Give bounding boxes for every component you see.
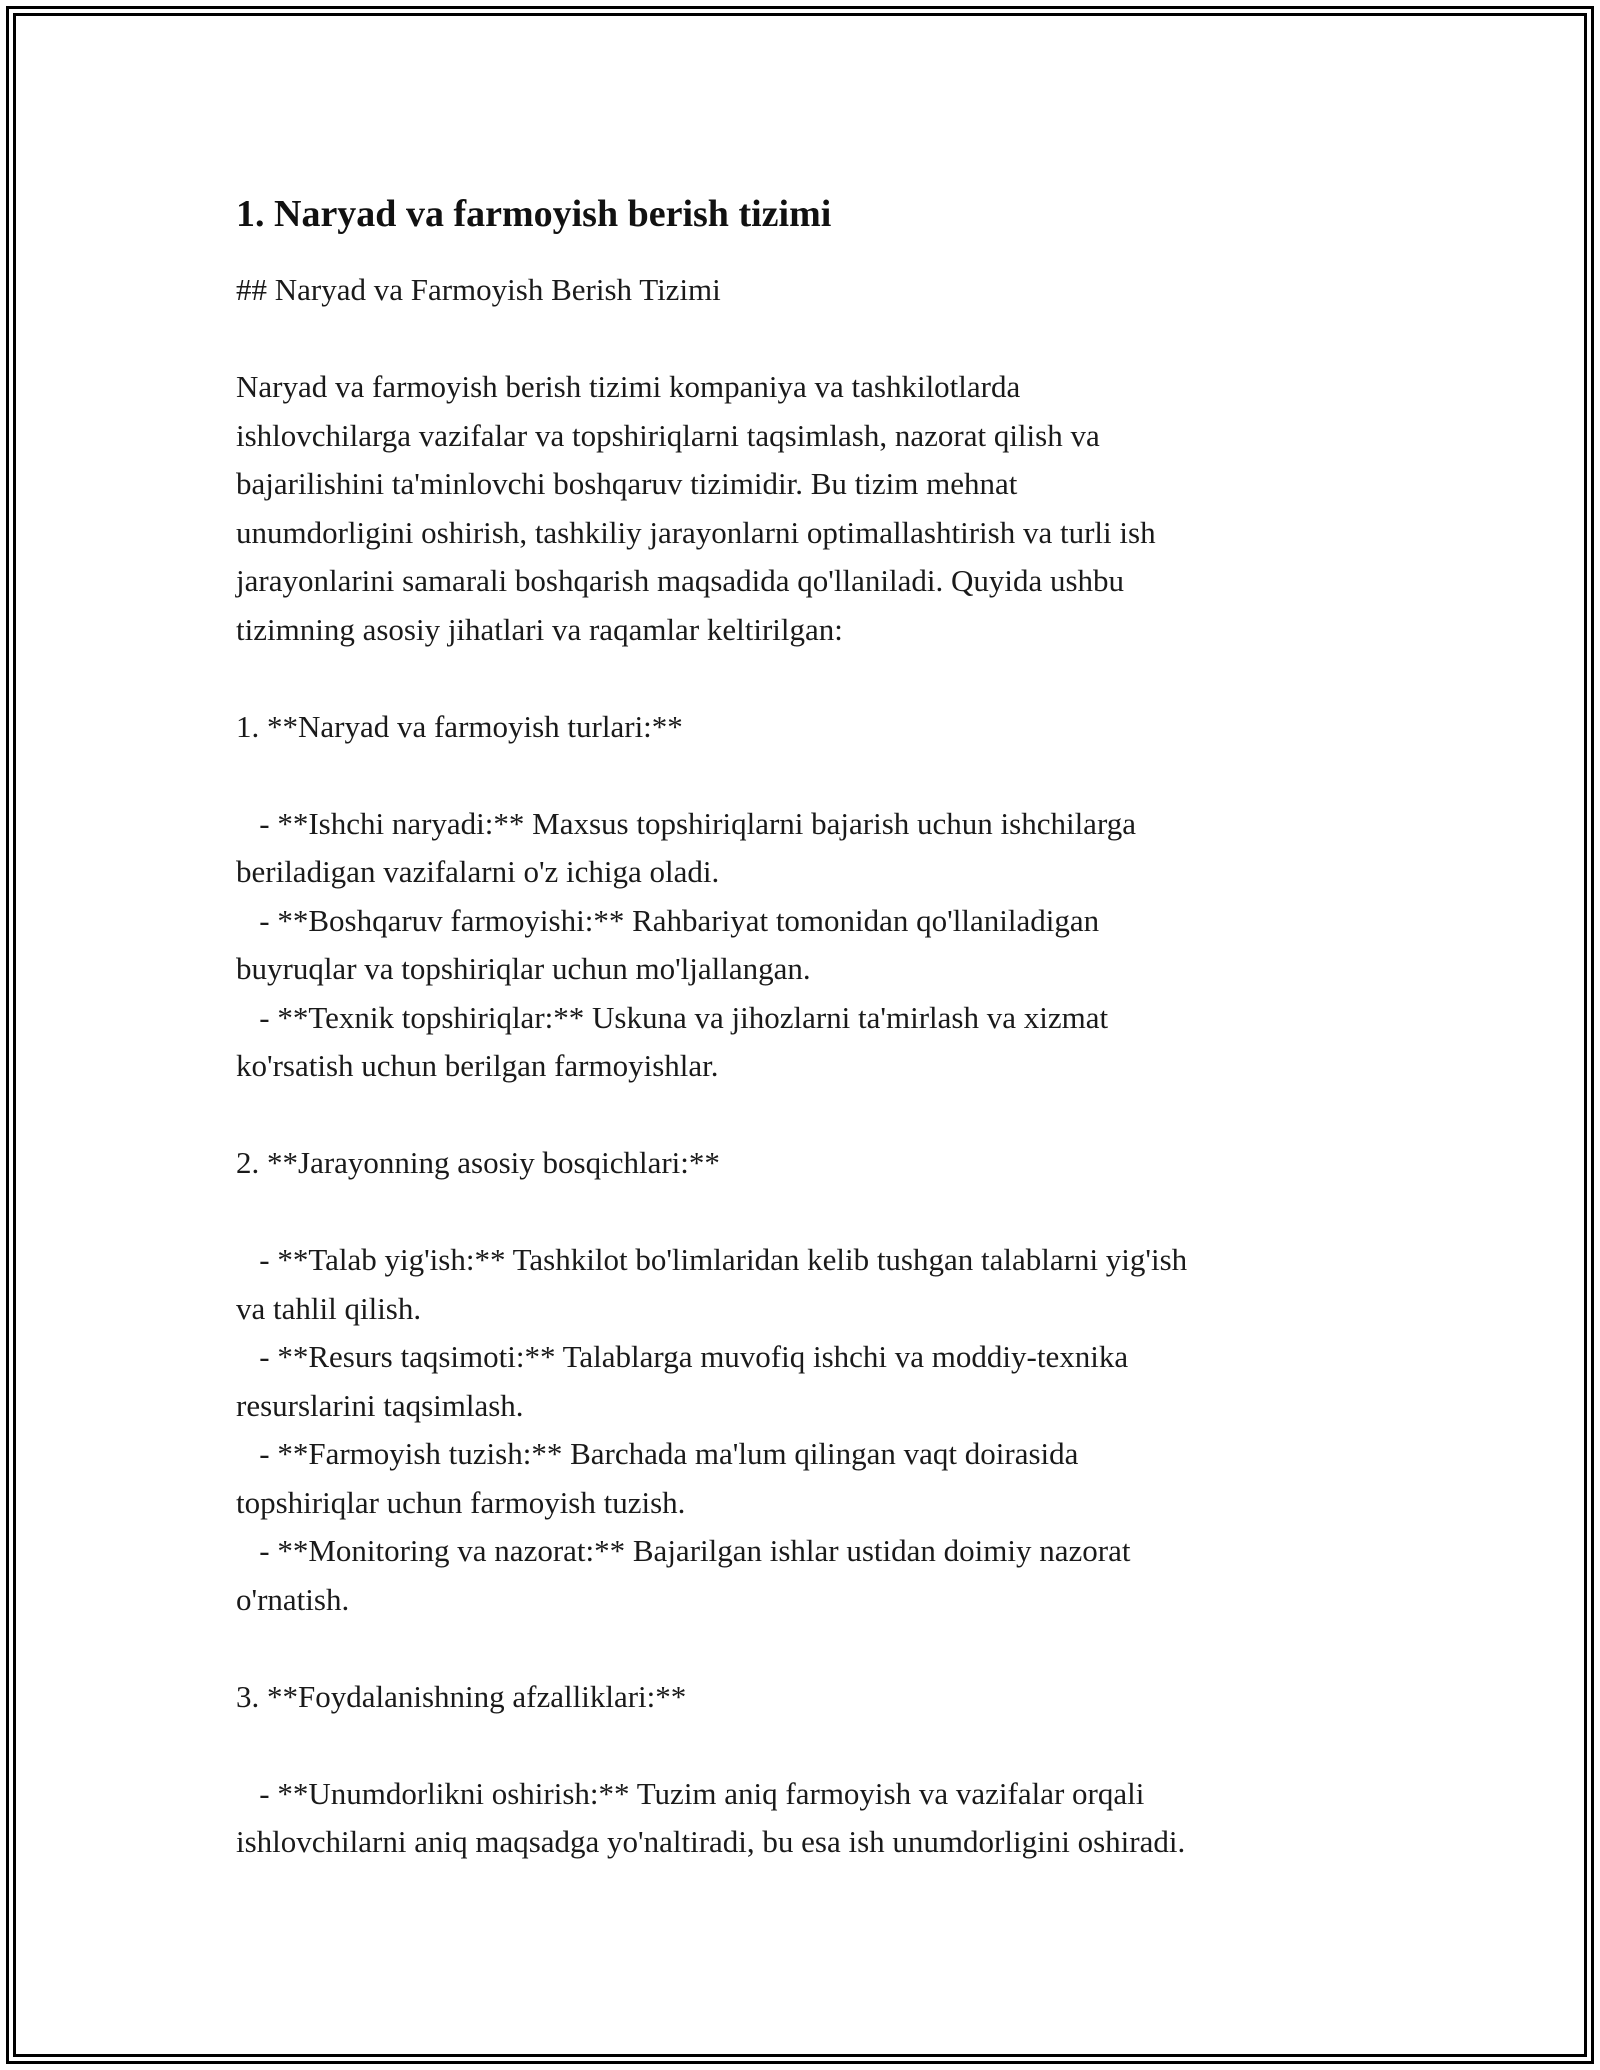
document-page xyxy=(236,190,1396,1867)
document-body: ## Naryad va Farmoyish Berish Tizimi Naryad va farmoyish berish tizimi kompaniya va tashkilotlarda ishlovchilarga vazifalar va topshiriqlarni taqsimlash, nazorat qilish va bajarilishini ta'minlovchi boshqaruv tizimidir. Bu tizim mehnat unumdorligini oshirish, tashkiliy jarayonlarni optimallashtirish va turli ish jarayonlarini samarali boshqarish maqsadida qo'llaniladi. Quyida ushbu tizimning asosiy jihatlari va raqamlar keltirilgan: 1. **Naryad va farmoyish turlari:** - **Ishchi naryadi:** Maxsus topshiriqlarni bajarish uchun ishchilarga beriladigan vazifalarni o'z ichiga oladi. - **Boshqaruv farmoyishi:** Rahbariyat tomonidan qo'llaniladigan buyruqlar va topshiriqlar uchun mo'ljallangan. - **Texnik topshiriqlar:** Uskuna va jihozlarni ta'mirlash va xizmat ko'rsatish uchun berilgan farmoyishlar. 2. **Jarayonning asosiy bosqichlari:** - **Talab yig'ish:** Tashkilot bo'limlaridan kelib tushgan talablarni yig'ish va tahlil qilish. - **Resurs taqsimoti:** Talablarga muvofiq ishchi va moddiy-texnika resurslarini taqsimlash. - **Farmoyish tuzish:** Barchada ma'lum qilingan vaqt doirasida topshiriqlar uchun farmoyish tuzish. - **Monitoring va nazorat:** Bajarilgan ishlar ustidan doimiy nazorat o'rnatish. 3. **Foydalanishning afzalliklari:** - **Unumdorlikni oshirish:** Tuzim aniq farmoyish va vazifalar orqali ishlovchilarni aniq maqsadga yo'naltiradi, bu esa ish unumdorligini oshiradi. xyxy=(236,272,1188,1859)
document-title: 1. Naryad va farmoyish berish tizimi xyxy=(236,193,832,235)
